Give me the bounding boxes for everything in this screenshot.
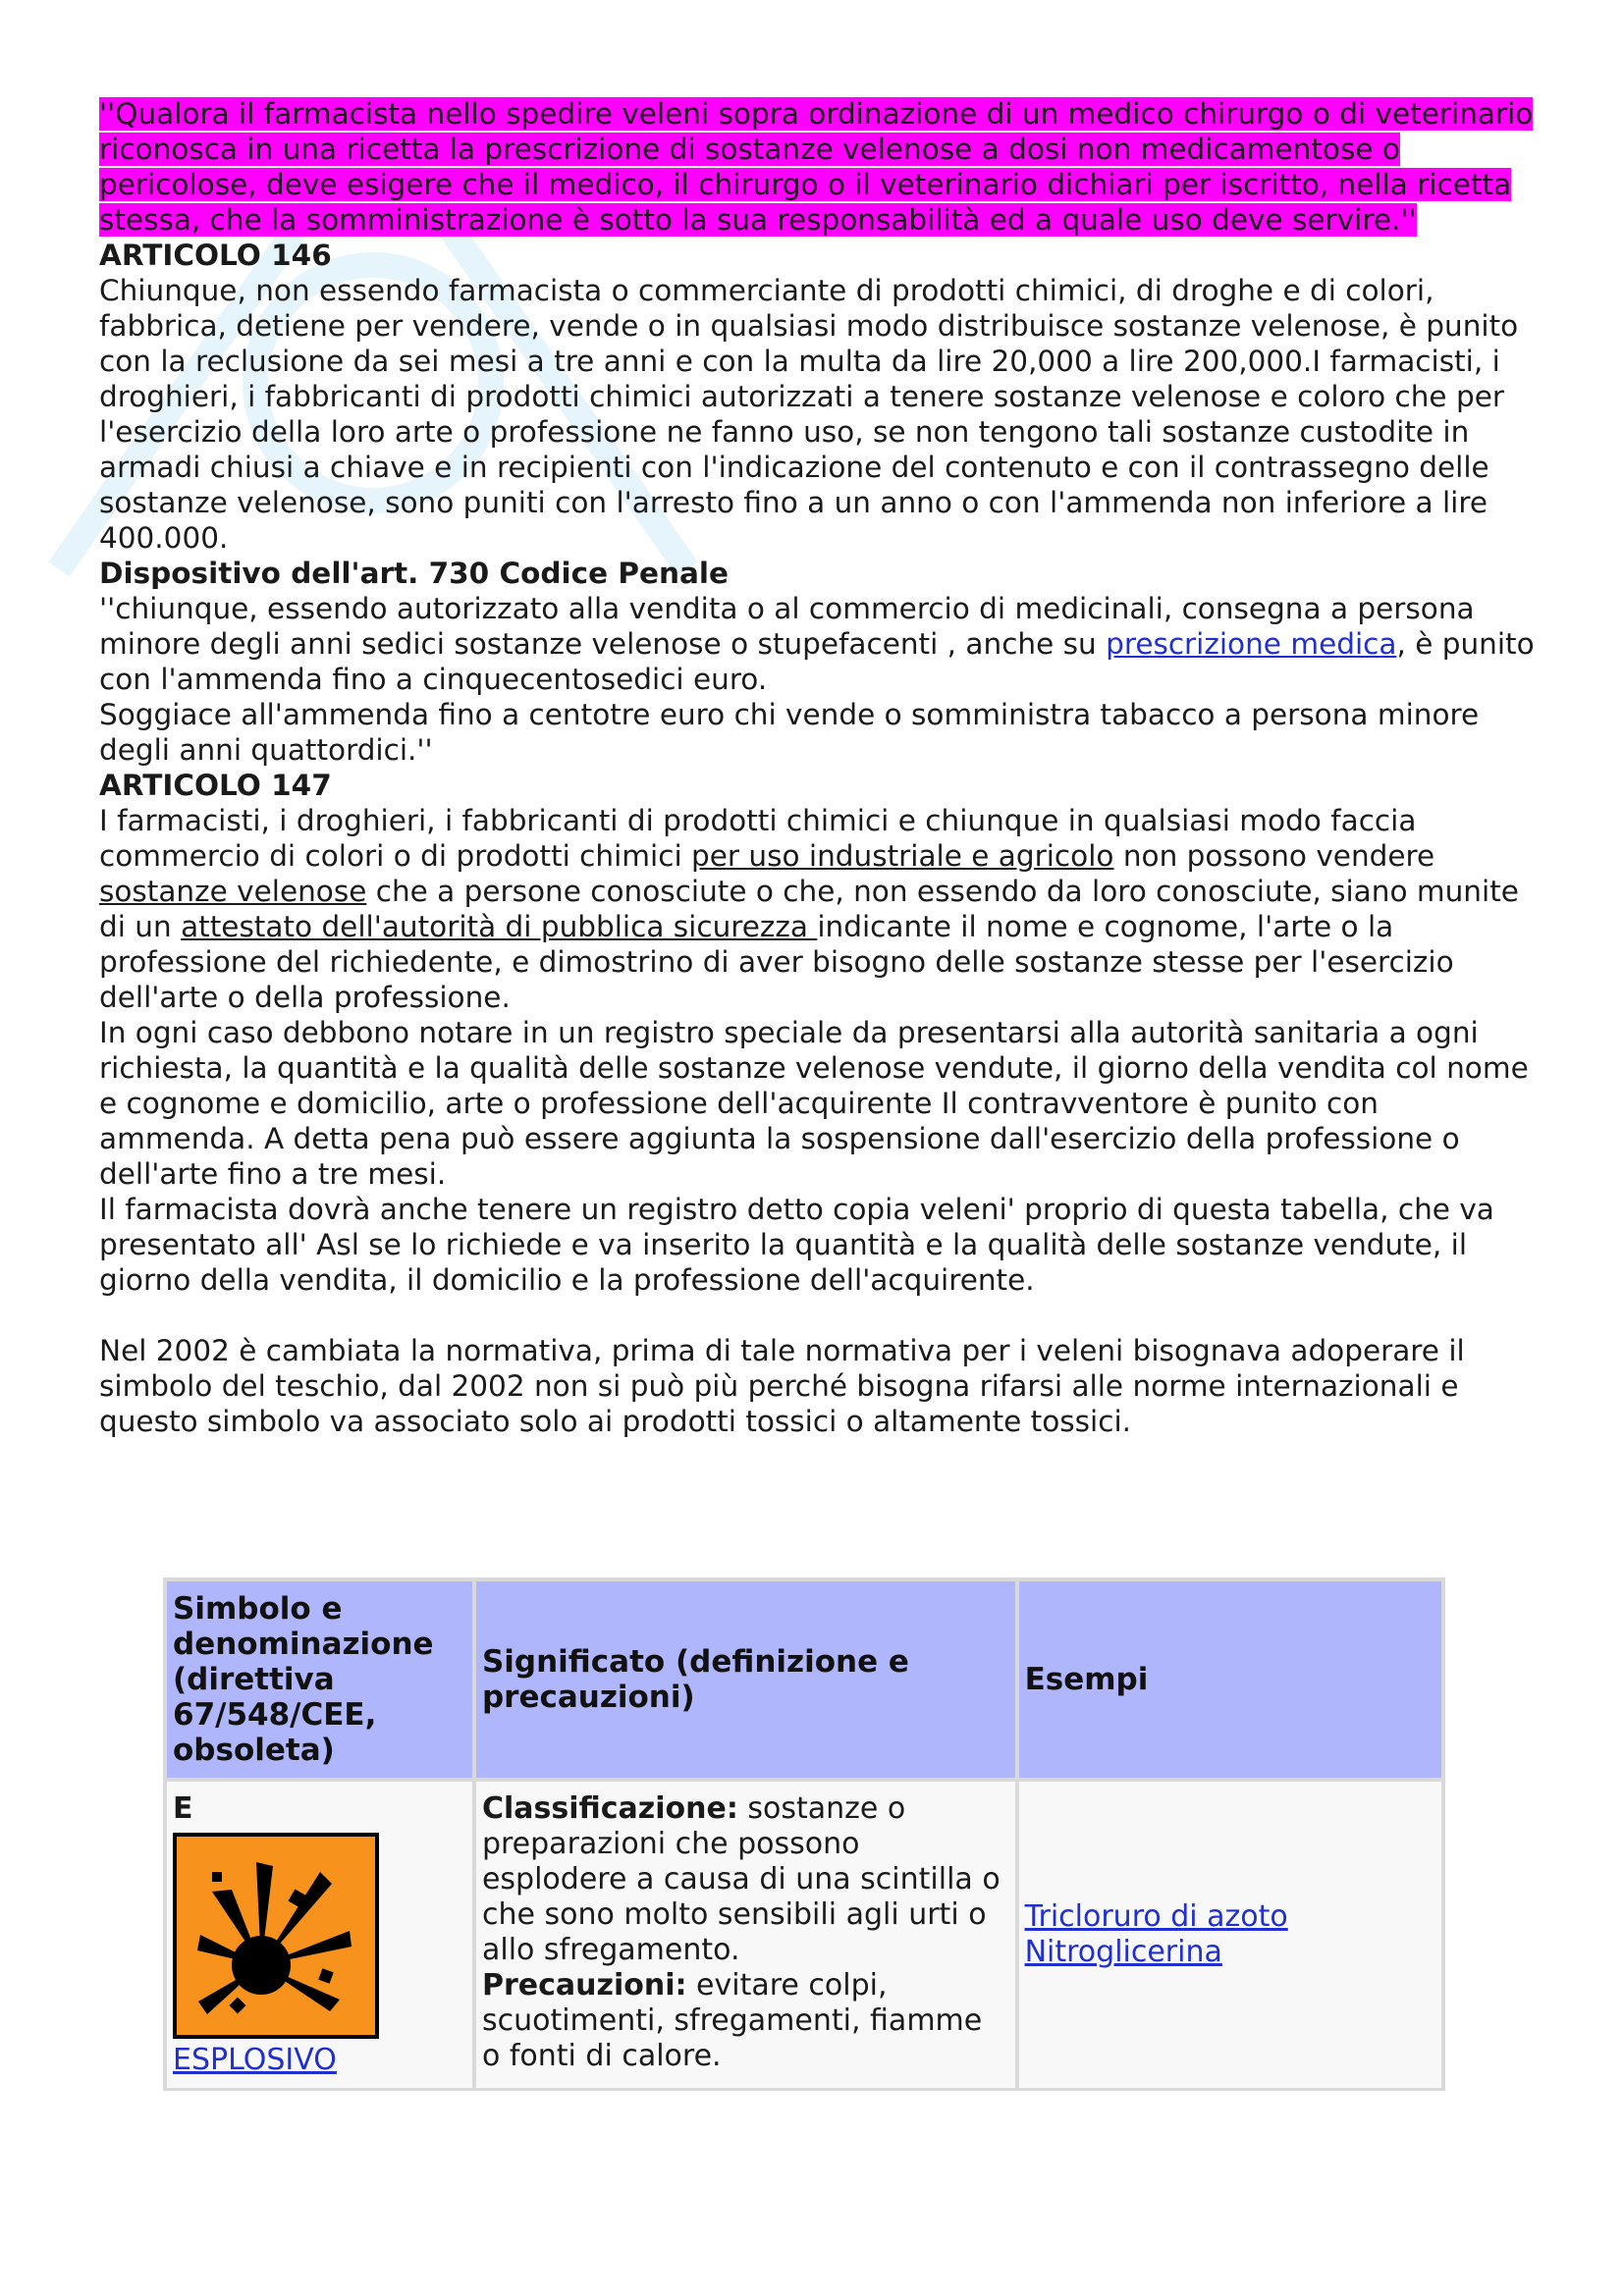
article-730-tobacco: Soggiace all'ammenda fino a centotre euro chi vende o somministra tabacco a persona minore degli anni quattordici.'' bbox=[99, 698, 1480, 767]
article-730-body bbox=[99, 591, 1542, 697]
explosive-hazard-icon bbox=[173, 1833, 379, 2039]
header-examples: Esempi bbox=[1019, 1581, 1441, 1778]
symbol-cell bbox=[167, 1782, 472, 2088]
examples-cell bbox=[1019, 1782, 1441, 2088]
table-header-row bbox=[167, 1581, 1441, 1778]
classification-text: sostanze o preparazioni che possono esplodere a causa di una scintilla o che sono molto sensibili agli urti o allo sfregamento. bbox=[481, 1791, 1001, 1967]
header-symbol: Simbolo e denominazione (direttiva 67/548/CEE, obsoleta) bbox=[167, 1581, 472, 1778]
text-span: non possono vendere bbox=[1113, 839, 1435, 873]
article-730-part2: , è punito con l'ammenda fino a cinquecentosedici euro. bbox=[99, 627, 1535, 696]
highlighted-quote: ''Qualora il farmacista nello spedire veleni sopra ordinazione di un medico chirurgo o di veterinario riconosca in una ricetta la prescrizione di sostanze velenose a dosi non medicamentose o pericolose, deve esigere che il medico, il chirurgo o il veterinario dichiari per iscritto, nella ricetta stessa, che la somministrazione è sotto la sua responsabilità ed a quale uso deve servire.'' bbox=[99, 97, 1534, 237]
prescrizione-medica-link[interactable]: prescrizione medica bbox=[1106, 627, 1397, 661]
intro-quote bbox=[99, 96, 1542, 238]
header-meaning: Significato (definizione e precauzioni) bbox=[476, 1581, 1015, 1778]
document-body bbox=[99, 96, 1542, 1439]
article-730-title: Dispositivo dell'art. 730 Codice Penale bbox=[99, 557, 730, 590]
classification-label: Classificazione: bbox=[481, 1791, 738, 1826]
uso-industriale-underlined: per uso industriale e agricolo bbox=[691, 839, 1114, 873]
article-146-title: ARTICOLO 146 bbox=[99, 239, 332, 272]
meaning-cell bbox=[476, 1782, 1015, 2088]
hazard-table-container bbox=[157, 1571, 1453, 2091]
text-span: I farmacisti, i droghieri, i fabbricanti di prodotti chimici e chiunque in qualsiasi modo faccia commercio di colori o di prodotti chimici bbox=[99, 804, 1417, 873]
precautions-text: evitare colpi, scuotimenti, sfregamenti, fiamme o fonti di calore. bbox=[481, 1968, 983, 2073]
example-link-tricloruro[interactable]: Tricloruro di azoto bbox=[1024, 1899, 1288, 1934]
article-147-p3: Il farmacista dovrà anche tenere un registro detto copia veleni' proprio di questa tabella, che va presentato all' Asl se lo richiede e va inserito la quantità e la qualità delle sostanze vendute, il giorno della vendita, il domicilio e la professione dell'acquirente. bbox=[99, 1193, 1494, 1297]
table-row bbox=[167, 1782, 1441, 2088]
article-730-part1: ''chiunque, essendo autorizzato alla vendita o al commercio di medicinali, consegna a persona minore degli anni sedici sostanze velenose bbox=[99, 592, 1475, 661]
article-730-part1b: o stupefacenti , anche su bbox=[721, 627, 1107, 661]
sostanze-velenose-underlined: sostanze velenose bbox=[99, 875, 367, 908]
article-147-title: ARTICOLO 147 bbox=[99, 769, 332, 802]
hazard-symbols-table bbox=[163, 1577, 1445, 2091]
precautions-label: Precauzioni: bbox=[481, 1968, 687, 2002]
article-146-body: Chiunque, non essendo farmacista o commerciante di prodotti chimici, di droghe e di colori, fabbrica, detiene per vendere, vende o in qualsiasi modo distribuisce sostanze velenose, è punito con la reclusione da sei mesi a tre anni e con la multa da lire 20,000 a lire 200,000.I farmacisti, i droghieri, i fabbricanti di prodotti chimici autorizzati a tenere sostanze velenose e coloro che per l'esercizio della loro arte o professione ne fanno uso, se non tengono tali sostanze custodite in armadi chiusi a chiave e in recipienti con l'indicazione del contenuto e con il contrassegno delle sostanze velenose, sono puniti con l'arresto fino a un anno o con l'ammenda non inferiore a lire 400.000. bbox=[99, 274, 1519, 555]
example-link-nitroglicerina[interactable]: Nitroglicerina bbox=[1024, 1935, 1222, 1969]
esplosivo-link[interactable]: ESPLOSIVO bbox=[173, 2043, 337, 2077]
article-147-p1 bbox=[99, 803, 1542, 1015]
text-span: che a persone conosciute o che, non essendo da loro conosciute, siano munite di un bbox=[99, 875, 1519, 943]
text-span: indicante il nome e cognome, l'arte o la professione del richiedente, e dimostrino di aver bisogno delle sostanze stesse per l'esercizio dell'arte o della professione. bbox=[99, 910, 1454, 1014]
note-2002: Nel 2002 è cambiata la normativa, prima di tale normativa per i veleni bisognava adoperare il simbolo del teschio, dal 2002 non si può più perché bisogna rifarsi alle norme internazionali e questo simbolo va associato solo ai prodotti tossici o altamente tossici. bbox=[99, 1334, 1465, 1438]
article-147-p2: In ogni caso debbono notare in un registro speciale da presentarsi alla autorità sanitaria a ogni richiesta, la quantità e la qualità delle sostanze velenose vendute, il giorno della vendita col nome e cognome e domicilio, arte o professione dell'acquirente Il contravventore è punito con ammenda. A detta pena può essere aggiunta la sospensione dall'esercizio della professione o dell'arte fino a tre mesi. bbox=[99, 1016, 1529, 1191]
attestato-underlined: attestato dell'autorità di pubblica sicurezza bbox=[181, 910, 818, 943]
spacer bbox=[99, 1298, 1542, 1333]
hazard-code: E bbox=[173, 1791, 193, 1826]
